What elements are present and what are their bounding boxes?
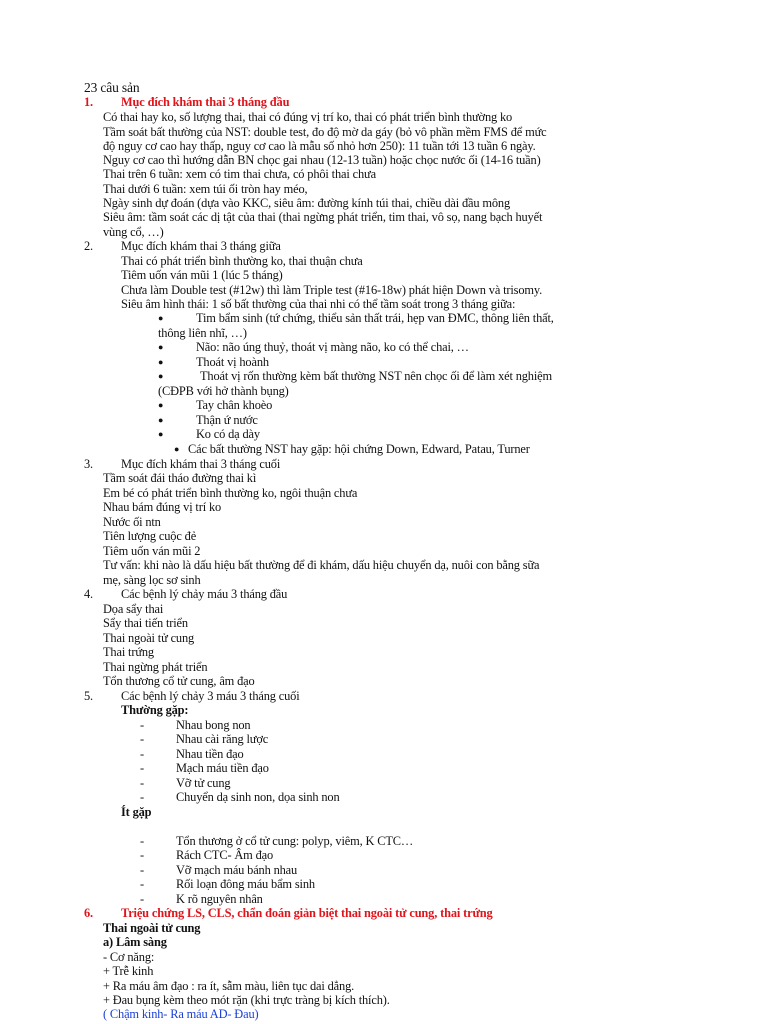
section-4-line: Tổn thương cổ tử cung, âm đạo bbox=[103, 674, 255, 688]
section-1-line: Thai trên 6 tuần: xem có tim thai chưa, có phôi thai chưa bbox=[103, 167, 376, 181]
bullet-item: Thận ứ nước bbox=[196, 413, 258, 427]
section-1-line: Ngày sinh dự đoán (dựa vào KKC, siêu âm: đường kính túi thai, chiều dài đầu mông bbox=[103, 196, 511, 210]
section-3-line: Tầm soát đái tháo đường thai kì bbox=[103, 471, 257, 485]
bullet-icon: ● bbox=[174, 444, 180, 454]
bullet-item: Tay chân khoèo bbox=[196, 398, 273, 412]
dash-icon: - bbox=[140, 877, 144, 891]
section-3-line: Nước ối ntn bbox=[103, 515, 161, 529]
section-6-heading: Triệu chứng LS, CLS, chẩn đoán giản biệt thai ngoài tử cung, thai trứng bbox=[121, 906, 493, 920]
common-item: Nhau bong non bbox=[176, 718, 251, 732]
bullet-item: Não: não úng thuỷ, thoát vị màng não, ko có thể chai, … bbox=[196, 340, 469, 354]
section-6-line: + Trễ kinh bbox=[103, 964, 154, 978]
section-3-line: mẹ, sàng lọc sơ sinh bbox=[103, 573, 201, 587]
common-item: Vỡ tử cung bbox=[176, 776, 231, 790]
bullet-icon: ● bbox=[158, 429, 164, 439]
section-3-line: Nhau bám đúng vị trí ko bbox=[103, 500, 222, 514]
section-2-number: 2. bbox=[84, 239, 93, 253]
bullet-icon: ● bbox=[158, 313, 164, 323]
bullet-item: Ko có dạ dày bbox=[196, 427, 260, 441]
rare-item: K rõ nguyên nhân bbox=[176, 892, 263, 906]
bullet-icon: ● bbox=[158, 415, 164, 425]
section-2-line: Tiêm uốn ván mũi 1 (lúc 5 tháng) bbox=[121, 268, 283, 282]
section-5-number: 5. bbox=[84, 689, 93, 703]
common-item: Mạch máu tiền đạo bbox=[176, 761, 269, 775]
common-item: Nhau tiền đạo bbox=[176, 747, 244, 761]
section-4-line: Sẩy thai tiến triển bbox=[103, 616, 188, 630]
bullet-icon: ● bbox=[158, 342, 164, 352]
section-6-number: 6. bbox=[84, 906, 93, 920]
bullet-item: Thoát vị hoành bbox=[196, 355, 269, 369]
section-2-line: Chưa làm Double test (#12w) thì làm Triple test (#16-18w) phát hiện Down và trisomy. bbox=[121, 283, 543, 297]
dash-icon: - bbox=[140, 863, 144, 877]
section-1-number: 1. bbox=[84, 95, 93, 109]
section-3-line: Em bé có phát triển bình thường ko, ngôi thuận chưa bbox=[103, 486, 358, 500]
section-1-line: Có thai hay ko, số lượng thai, thai có đúng vị trí ko, thai có phát triển bình thường ko bbox=[103, 110, 513, 124]
dash-icon: - bbox=[140, 732, 144, 746]
common-item: Chuyển dạ sinh non, dọa sinh non bbox=[176, 790, 340, 804]
rare-item: Rách CTC- Âm đạo bbox=[176, 848, 274, 862]
bullet-item-continuation: thông liên nhĩ, …) bbox=[158, 326, 247, 340]
bullet-item-continuation: (CĐPB với hở thành bụng) bbox=[158, 384, 289, 398]
bullet-item: Tim bẩm sinh (tứ chứng, thiểu sản thất trái, hẹp van ĐMC, thông liên thất, bbox=[196, 311, 554, 325]
dash-icon: - bbox=[140, 761, 144, 775]
common-label: Thường gặp: bbox=[121, 703, 189, 717]
dash-icon: - bbox=[140, 776, 144, 790]
section-4-line: Thai trứng bbox=[103, 645, 154, 659]
section-4-heading: Các bệnh lý chảy máu 3 tháng đầu bbox=[121, 587, 288, 601]
rare-item: Vỡ mạch máu bánh nhau bbox=[176, 863, 298, 877]
section-1-line: Thai dưới 6 tuần: xem túi ối tròn hay méo, bbox=[103, 182, 308, 196]
section-6-subsubheading: a) Lâm sàng bbox=[103, 935, 167, 949]
section-6-subheading: Thai ngoài tử cung bbox=[103, 921, 201, 935]
section-1-heading: Mục đích khám thai 3 tháng đầu bbox=[121, 95, 290, 109]
section-4-line: Thai ngừng phát triển bbox=[103, 660, 208, 674]
section-6-line: - Cơ năng: bbox=[103, 950, 155, 964]
section-3-heading: Mục đích khám thai 3 tháng cuối bbox=[121, 457, 281, 471]
bullet-icon: ● bbox=[158, 400, 164, 410]
dash-icon: - bbox=[140, 892, 144, 906]
section-1-line: độ nguy cơ cao hay thấp, nguy cơ cao là mẫu số nhỏ hơn 250): 11 tuần tới 13 tuần 6 ngày. bbox=[103, 139, 536, 153]
section-4-line: Dọa sẩy thai bbox=[103, 602, 164, 616]
section-2-heading: Mục đích khám thai 3 tháng giữa bbox=[121, 239, 281, 253]
section-1-line: Nguy cơ cao thì hướng dẫn BN chọc gai nhau (12-13 tuần) hoặc chọc nước ối (14-16 tuần) bbox=[103, 153, 541, 167]
rare-item: Tổn thương ở cổ tử cung: polyp, viêm, K CTC… bbox=[176, 834, 414, 848]
section-3-line: Tiên lượng cuộc đẻ bbox=[103, 529, 197, 543]
section-6-summary: ( Chậm kinh- Ra máu AD- Đau) bbox=[103, 1007, 259, 1021]
section-3-number: 3. bbox=[84, 457, 93, 471]
dash-icon: - bbox=[140, 790, 144, 804]
section-1-line: Siêu âm: tầm soát các dị tật của thai (thai ngừng phát triển, tim thai, vô sọ, nang bạch huyết bbox=[103, 210, 543, 224]
section-6-line: + Đau bụng kèm theo mót rặn (khi trực tràng bị kích thích). bbox=[103, 993, 390, 1007]
section-6-line: + Ra máu âm đạo : ra ít, sẫm màu, liên tục dai dẳng. bbox=[103, 979, 355, 993]
rare-item: Rối loạn đông máu bẩm sinh bbox=[176, 877, 315, 891]
bullet-item: Thoát vị rốn thường kèm bất thường NST nên chọc ối để làm xét nghiệm bbox=[200, 369, 552, 383]
document-title: 23 câu sản bbox=[84, 80, 140, 95]
common-item: Nhau cài răng lược bbox=[176, 732, 269, 746]
bullet-icon: ● bbox=[158, 371, 164, 381]
dash-icon: - bbox=[140, 848, 144, 862]
section-4-number: 4. bbox=[84, 587, 93, 601]
rare-label: Ít gặp bbox=[121, 805, 152, 819]
section-3-line: Tư vấn: khi nào là dấu hiệu bất thường để đi khám, dấu hiệu chuyển dạ, nuôi con bằng sữa bbox=[103, 558, 540, 572]
dash-icon: - bbox=[140, 834, 144, 848]
section-1-line: vùng cổ, …) bbox=[103, 225, 164, 239]
section-4-line: Thai ngoài tử cung bbox=[103, 631, 195, 645]
dash-icon: - bbox=[140, 747, 144, 761]
bullet-item: Các bất thường NST hay gặp: hội chứng Down, Edward, Patau, Turner bbox=[188, 442, 530, 456]
section-3-line: Tiêm uốn ván mũi 2 bbox=[103, 544, 201, 558]
section-1-line: Tầm soát bất thường của NST: double test, đo độ mờ da gáy (bỏ vô phần mềm FMS để mức bbox=[103, 125, 547, 139]
section-5-heading: Các bệnh lý chảy 3 máu 3 tháng cuối bbox=[121, 689, 300, 703]
bullet-icon: ● bbox=[158, 357, 164, 367]
section-2-line: Siêu âm hình thái: 1 số bất thường của thai nhi có thể tầm soát trong 3 tháng giữa: bbox=[121, 297, 516, 311]
dash-icon: - bbox=[140, 718, 144, 732]
section-2-line: Thai có phát triển bình thường ko, thai thuận chưa bbox=[121, 254, 363, 268]
